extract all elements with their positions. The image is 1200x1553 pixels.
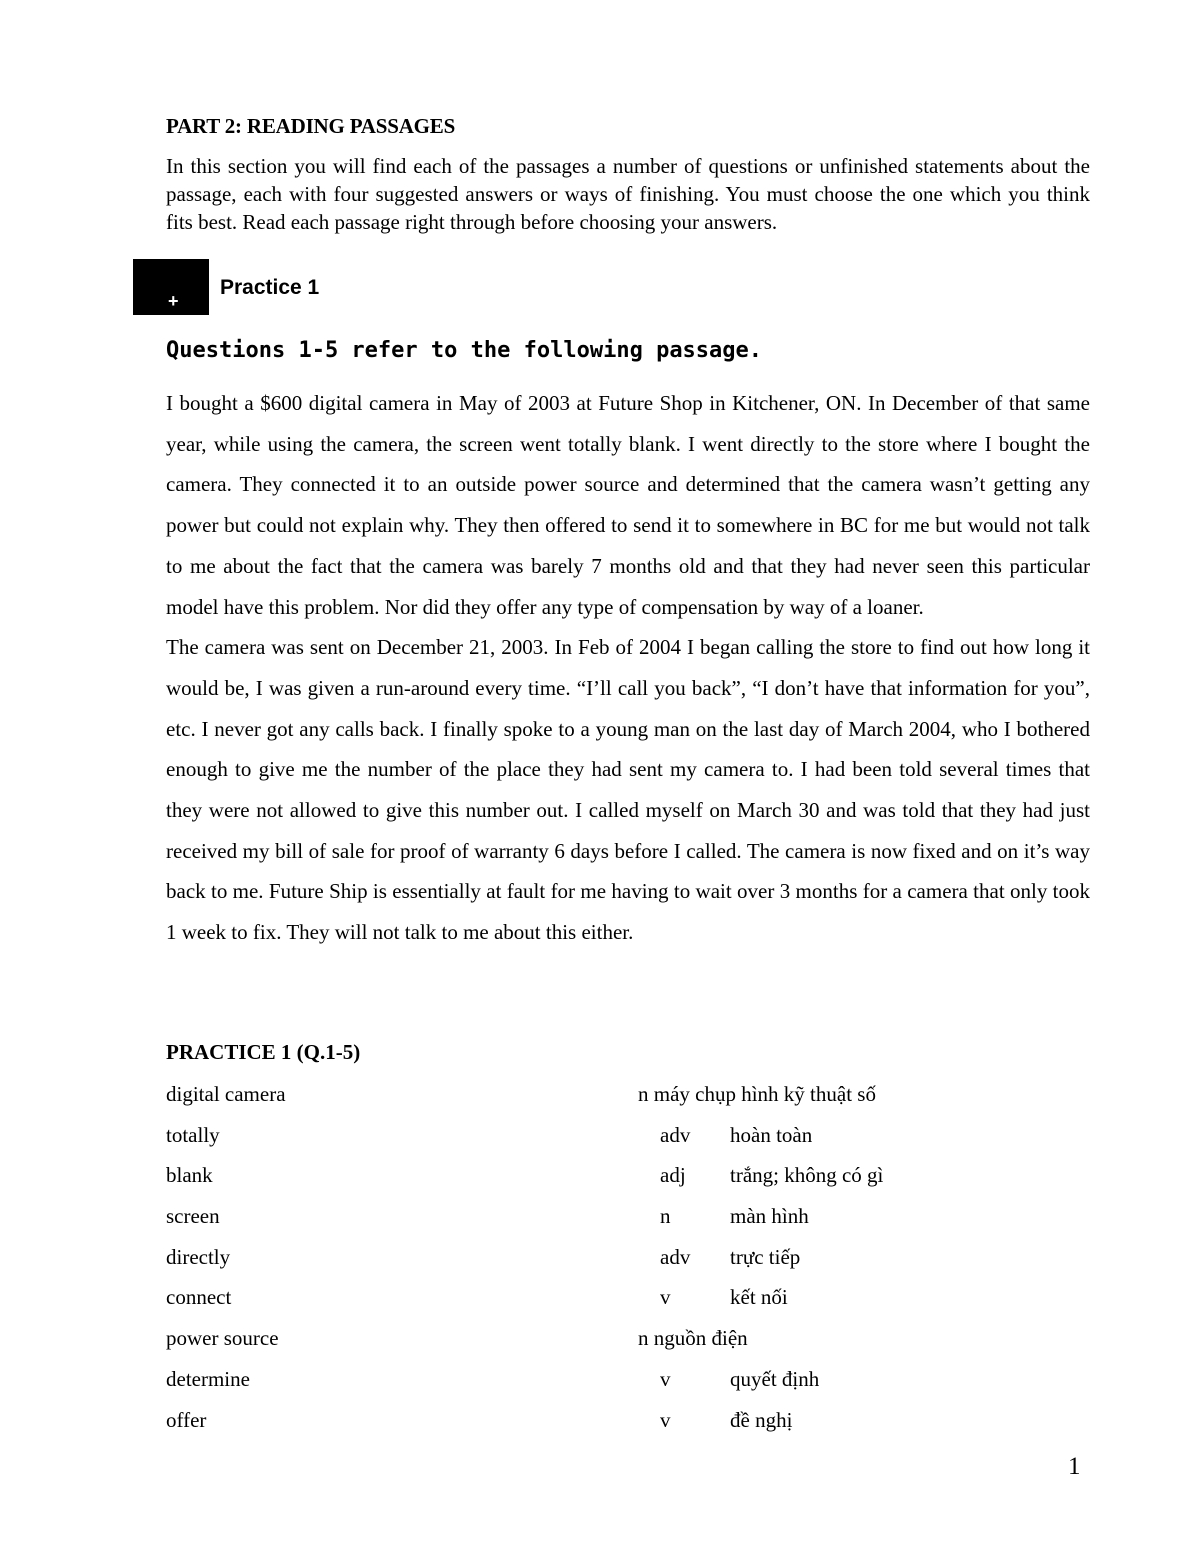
vocabulary-row (0, 1318, 1200, 1359)
vocabulary-row (0, 1237, 1200, 1278)
vocab-meaning: trắng; không có gì (730, 1163, 884, 1188)
vocabulary-row (0, 1196, 1200, 1237)
vocab-word: connect (166, 1285, 232, 1310)
vocab-word: totally (166, 1122, 220, 1147)
vocab-word: power source (166, 1326, 279, 1351)
page-number: 1 (1068, 1453, 1081, 1480)
passage-paragraph: I bought a $600 digital camera in May of 2003 at Future Shop in Kitchener, ON. In December of that same year, while using the camera, the screen went totally blank. I went directly to the store where I bought the camera. They connected it to an outside power source and determined that the camera wasn’t getting any power but could not explain why. They then offered to send it to somewhere in BC for me but would not talk to me about the fact that the camera was barely 7 months old and that they had never seen this particular model have this problem. Nor did they offer any type of compensation by way of a loaner. (166, 391, 1090, 619)
vocab-part-of-speech: n (660, 1204, 671, 1229)
vocabulary-row (0, 1359, 1200, 1400)
vocab-word: determine (166, 1366, 250, 1391)
vocab-meaning: kết nối (730, 1285, 788, 1310)
plus-icon: + (168, 291, 179, 311)
reading-passage (166, 383, 1090, 953)
vocabulary-row (0, 1277, 1200, 1318)
vocab-part-of-speech: adv (660, 1244, 691, 1269)
vocab-word: directly (166, 1244, 231, 1269)
vocab-part-of-speech: adv (660, 1122, 691, 1147)
vocabulary-title: PRACTICE 1 (Q.1-5) (166, 1040, 361, 1064)
vocab-word: screen (166, 1204, 220, 1229)
vocabulary-row (0, 1400, 1200, 1441)
vocab-meaning: trực tiếp (730, 1244, 801, 1269)
vocabulary-row (0, 1155, 1200, 1196)
vocab-word: offer (166, 1407, 207, 1432)
vocab-definition: n nguồn điện (638, 1326, 748, 1351)
vocabulary-row (0, 1115, 1200, 1156)
section-instructions: In this section you will find each of the passages a number of questions or unfinished statements about the passage, each with four suggested answers or ways of finishing. You must choose the one which you think fits best. Read each passage right through before choosing your answers. (166, 154, 1090, 234)
vocab-word: digital camera (166, 1082, 286, 1106)
vocab-part-of-speech: adj (660, 1163, 686, 1188)
vocab-part-of-speech: v (660, 1407, 671, 1432)
vocab-part-of-speech: v (660, 1366, 671, 1391)
vocab-meaning: hoàn toàn (730, 1122, 813, 1147)
questions-heading: Questions 1-5 refer to the following passage. (166, 338, 763, 363)
vocabulary-list (0, 1074, 1200, 1440)
vocab-meaning: màn hình (730, 1204, 809, 1229)
vocabulary-row (0, 1074, 1200, 1115)
practice-label: Practice 1 (220, 276, 320, 299)
part-title: PART 2: READING PASSAGES (166, 114, 456, 138)
vocab-part-of-speech: v (660, 1285, 671, 1310)
vocab-word: blank (166, 1163, 213, 1188)
vocab-meaning: đề nghị (730, 1407, 793, 1432)
vocab-meaning: quyết định (730, 1366, 820, 1391)
passage-paragraph: The camera was sent on December 21, 2003. In Feb of 2004 I began calling the store to find out how long it would be, I was given a run-around every time. “I’ll call you back”, “I don’t have that information for you”, etc. I never got any calls back. I finally spoke to a young man on the last day of March 2004, who I bothered enough to give me the number of the place they had sent my camera to. I had been told several times that they were not allowed to give this number out. I called myself on March 30 and was told that they had just received my bill of sale for proof of warranty 6 days before I called. The camera is now fixed and on it’s way back to me. Future Ship is essentially at fault for me having to wait over 3 months for a camera that only took 1 week to fix. They will not talk to me about this either. (166, 635, 1090, 945)
vocab-definition: n máy chụp hình kỹ thuật số (638, 1082, 876, 1106)
